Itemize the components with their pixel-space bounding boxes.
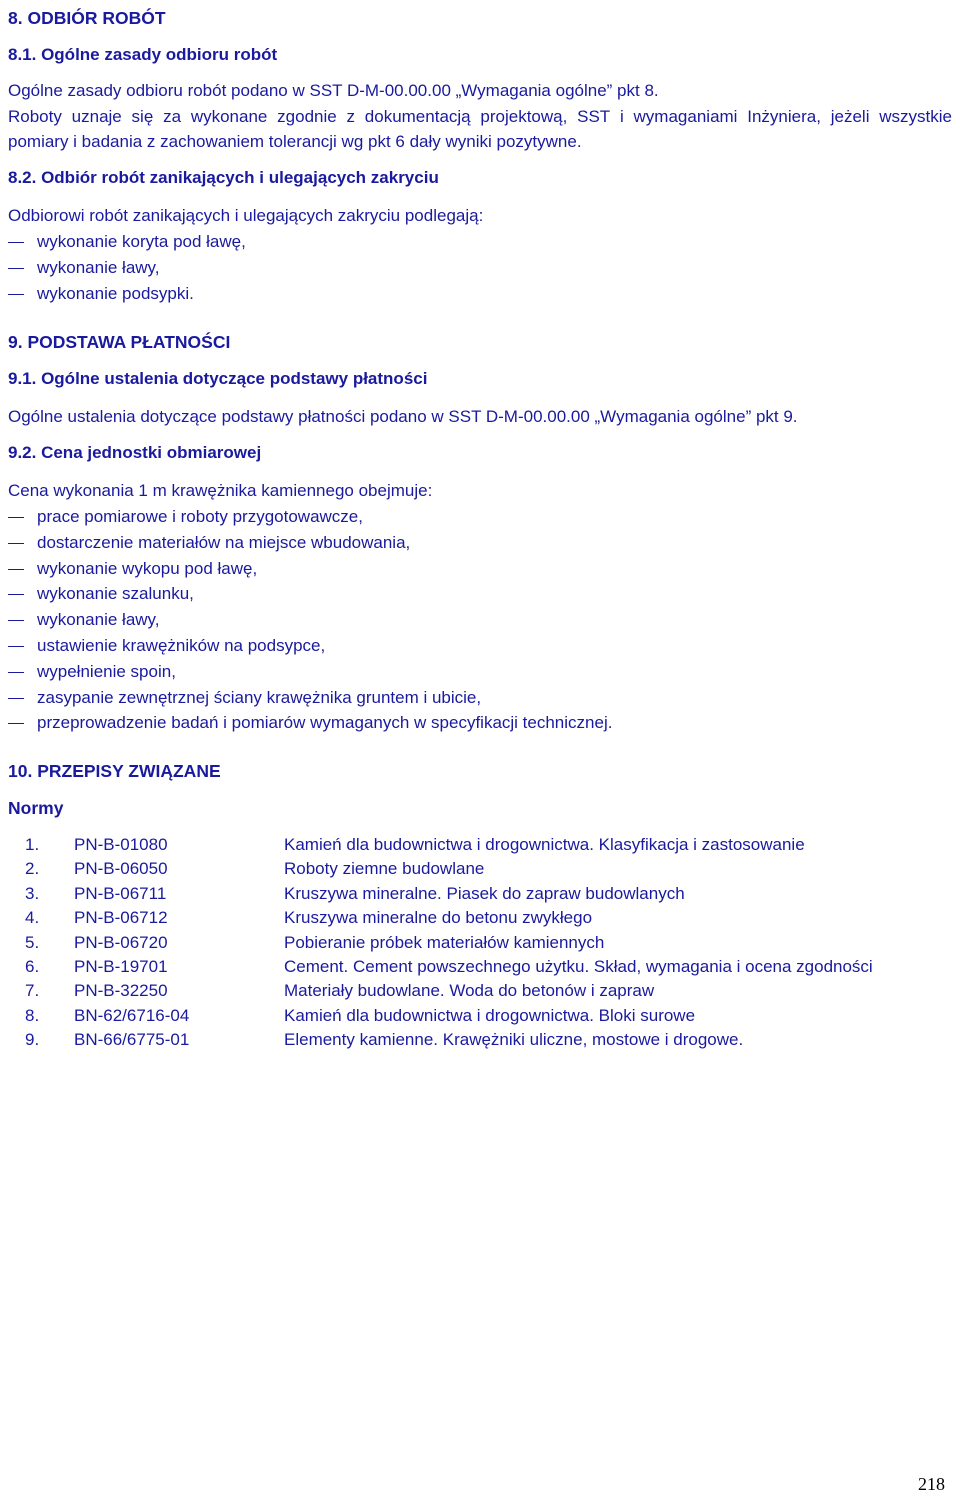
list-item-text: wykonanie ławy, [37,610,160,630]
norm-title: Kamień dla budownictwa i drogownictwa. Klasyfikacja i zastosowanie [284,835,805,854]
word: wszystkie [879,107,952,126]
norm-number: 7. [25,981,40,1001]
dash-bullet-icon [8,698,24,699]
section-9-heading: 9. PODSTAWA PŁATNOŚCI [8,332,231,352]
norm-row [8,1006,952,1026]
norm-code: BN-66/6775-01 [74,1030,190,1050]
norm-row [8,933,952,953]
dash-bullet-icon [8,517,24,518]
word: jeżeli [830,107,870,126]
dash-bullet-icon [8,620,24,621]
norm-code: PN-B-01080 [74,835,168,854]
norm-row [8,835,952,855]
dash-bullet-icon [8,569,24,570]
norm-code: PN-B-19701 [74,957,168,976]
section-8-1-heading: 8.1. Ogólne zasady odbioru robót [8,45,278,64]
word: Roboty [8,107,62,126]
norm-row [8,981,952,1001]
norm-title: Kamień dla budownictwa i drogownictwa. Bloki surowe [284,1005,696,1025]
section-8-2-heading: 8.2. Odbiór robót zanikających i ulegających zakryciu [8,168,439,187]
section-9-2-heading: 9.2. Cena jednostki obmiarowej [8,443,262,462]
word: dokumentacją [364,107,471,126]
word: zgodnie [277,107,337,126]
section-10-heading: 10. PRZEPISY ZWIĄZANE [8,761,221,781]
dash-bullet-icon [8,723,24,724]
section-8-heading: 8. ODBIÓR ROBÓT [8,8,166,28]
dash-bullet-icon [8,594,24,595]
norm-row [8,908,952,928]
norm-code: PN-B-06712 [74,908,168,928]
list-item-text: wykonanie podsypki. [37,284,194,303]
norm-code: PN-B-06711 [74,883,167,903]
norm-title: Kruszywa mineralne. Piasek do zapraw budowlanych [284,883,685,903]
norm-number: 6. [25,957,40,976]
list-item-text: wykonanie ławy, [37,258,160,277]
norm-code: PN-B-32250 [74,981,168,1001]
norm-number: 8. [25,1005,40,1025]
word: za [163,107,182,126]
list-item-text: prace pomiarowe i roboty przygotowawcze, [37,507,363,526]
norm-title: Elementy kamienne. Krawężniki uliczne, mostowe i drogowe. [284,1030,744,1050]
word: się [131,107,154,126]
word: z [346,107,355,126]
norm-title: Cement. Cement powszechnego użytku. Skład, wymagania i ocena zgodności [284,957,873,976]
norm-code: BN-62/6716-04 [74,1005,190,1025]
norm-row [8,957,952,977]
list-item-text: dostarczenie materiałów na miejsce wbudowania, [37,532,411,552]
section-9-1-heading: 9.1. Ogólne ustalenia dotyczące podstawy płatności [8,369,428,388]
list-item-text: wypełnienie spoin, [37,661,176,681]
norm-number: 9. [25,1030,40,1050]
norm-number: 1. [25,835,40,854]
word: uznaje [71,107,122,126]
word: wykonane [190,107,268,126]
norm-title: Pobieranie próbek materiałów kamiennych [284,932,605,952]
norm-code: PN-B-06050 [74,859,168,879]
norm-row [8,859,952,879]
norm-number: 4. [25,908,40,928]
dash-bullet-icon [8,294,24,295]
norm-title: Roboty ziemne budowlane [284,859,485,879]
paragraph-8-2-intro: Odbiorowi robót zanikających i ulegających zakryciu podlegają: [8,206,484,225]
list-item-text: zasypanie zewnętrznej ściany krawężnika gruntem i ubicie, [37,687,482,707]
paragraph-9-2-intro: Cena wykonania 1 m krawężnika kamiennego obejmuje: [8,481,433,500]
word: SST [577,107,611,126]
norm-number: 3. [25,883,40,903]
paragraph-8-1-line2 [8,107,952,127]
dash-bullet-icon [8,672,24,673]
dash-bullet-icon [8,242,24,243]
dash-bullet-icon [8,543,24,544]
list-item-text: wykonanie koryta pod ławę, [37,232,246,251]
paragraph-9-1: Ogólne ustalenia dotyczące podstawy płatności podano w SST D-M-00.00.00 „Wymagania ogólne” pkt 9. [8,407,798,426]
norm-number: 2. [25,859,40,879]
list-item-text: ustawienie krawężników na podsypce, [37,636,326,655]
dash-bullet-icon [8,268,24,269]
page-number: 218 [918,1474,945,1494]
norms-heading: Normy [8,798,64,818]
paragraph-8-1-line1: Ogólne zasady odbioru robót podano w SST D-M-00.00.00 „Wymagania ogólne” pkt 8. [8,81,659,100]
paragraph-8-1-line3: pomiary i badania z zachowaniem tolerancji wg pkt 6 dały wyniki pozytywne. [8,132,582,151]
norm-row [8,1030,952,1050]
norm-number: 5. [25,932,40,952]
norm-row [8,884,952,904]
list-item-text: wykonanie wykopu pod ławę, [37,558,258,578]
norm-title: Kruszywa mineralne do betonu zwykłego [284,908,593,928]
list-item-text: wykonanie szalunku, [37,584,194,604]
norm-code: PN-B-06720 [74,932,168,952]
word: Inżyniera, [747,107,821,126]
dash-bullet-icon [8,646,24,647]
word: wymaganiami [633,107,738,126]
list-item-text: przeprowadzenie badań i pomiarów wymaganych w specyfikacji technicznej. [37,713,613,733]
word: i [619,107,624,126]
norm-title: Materiały budowlane. Woda do betonów i zapraw [284,981,655,1001]
word: projektową, [480,107,568,126]
